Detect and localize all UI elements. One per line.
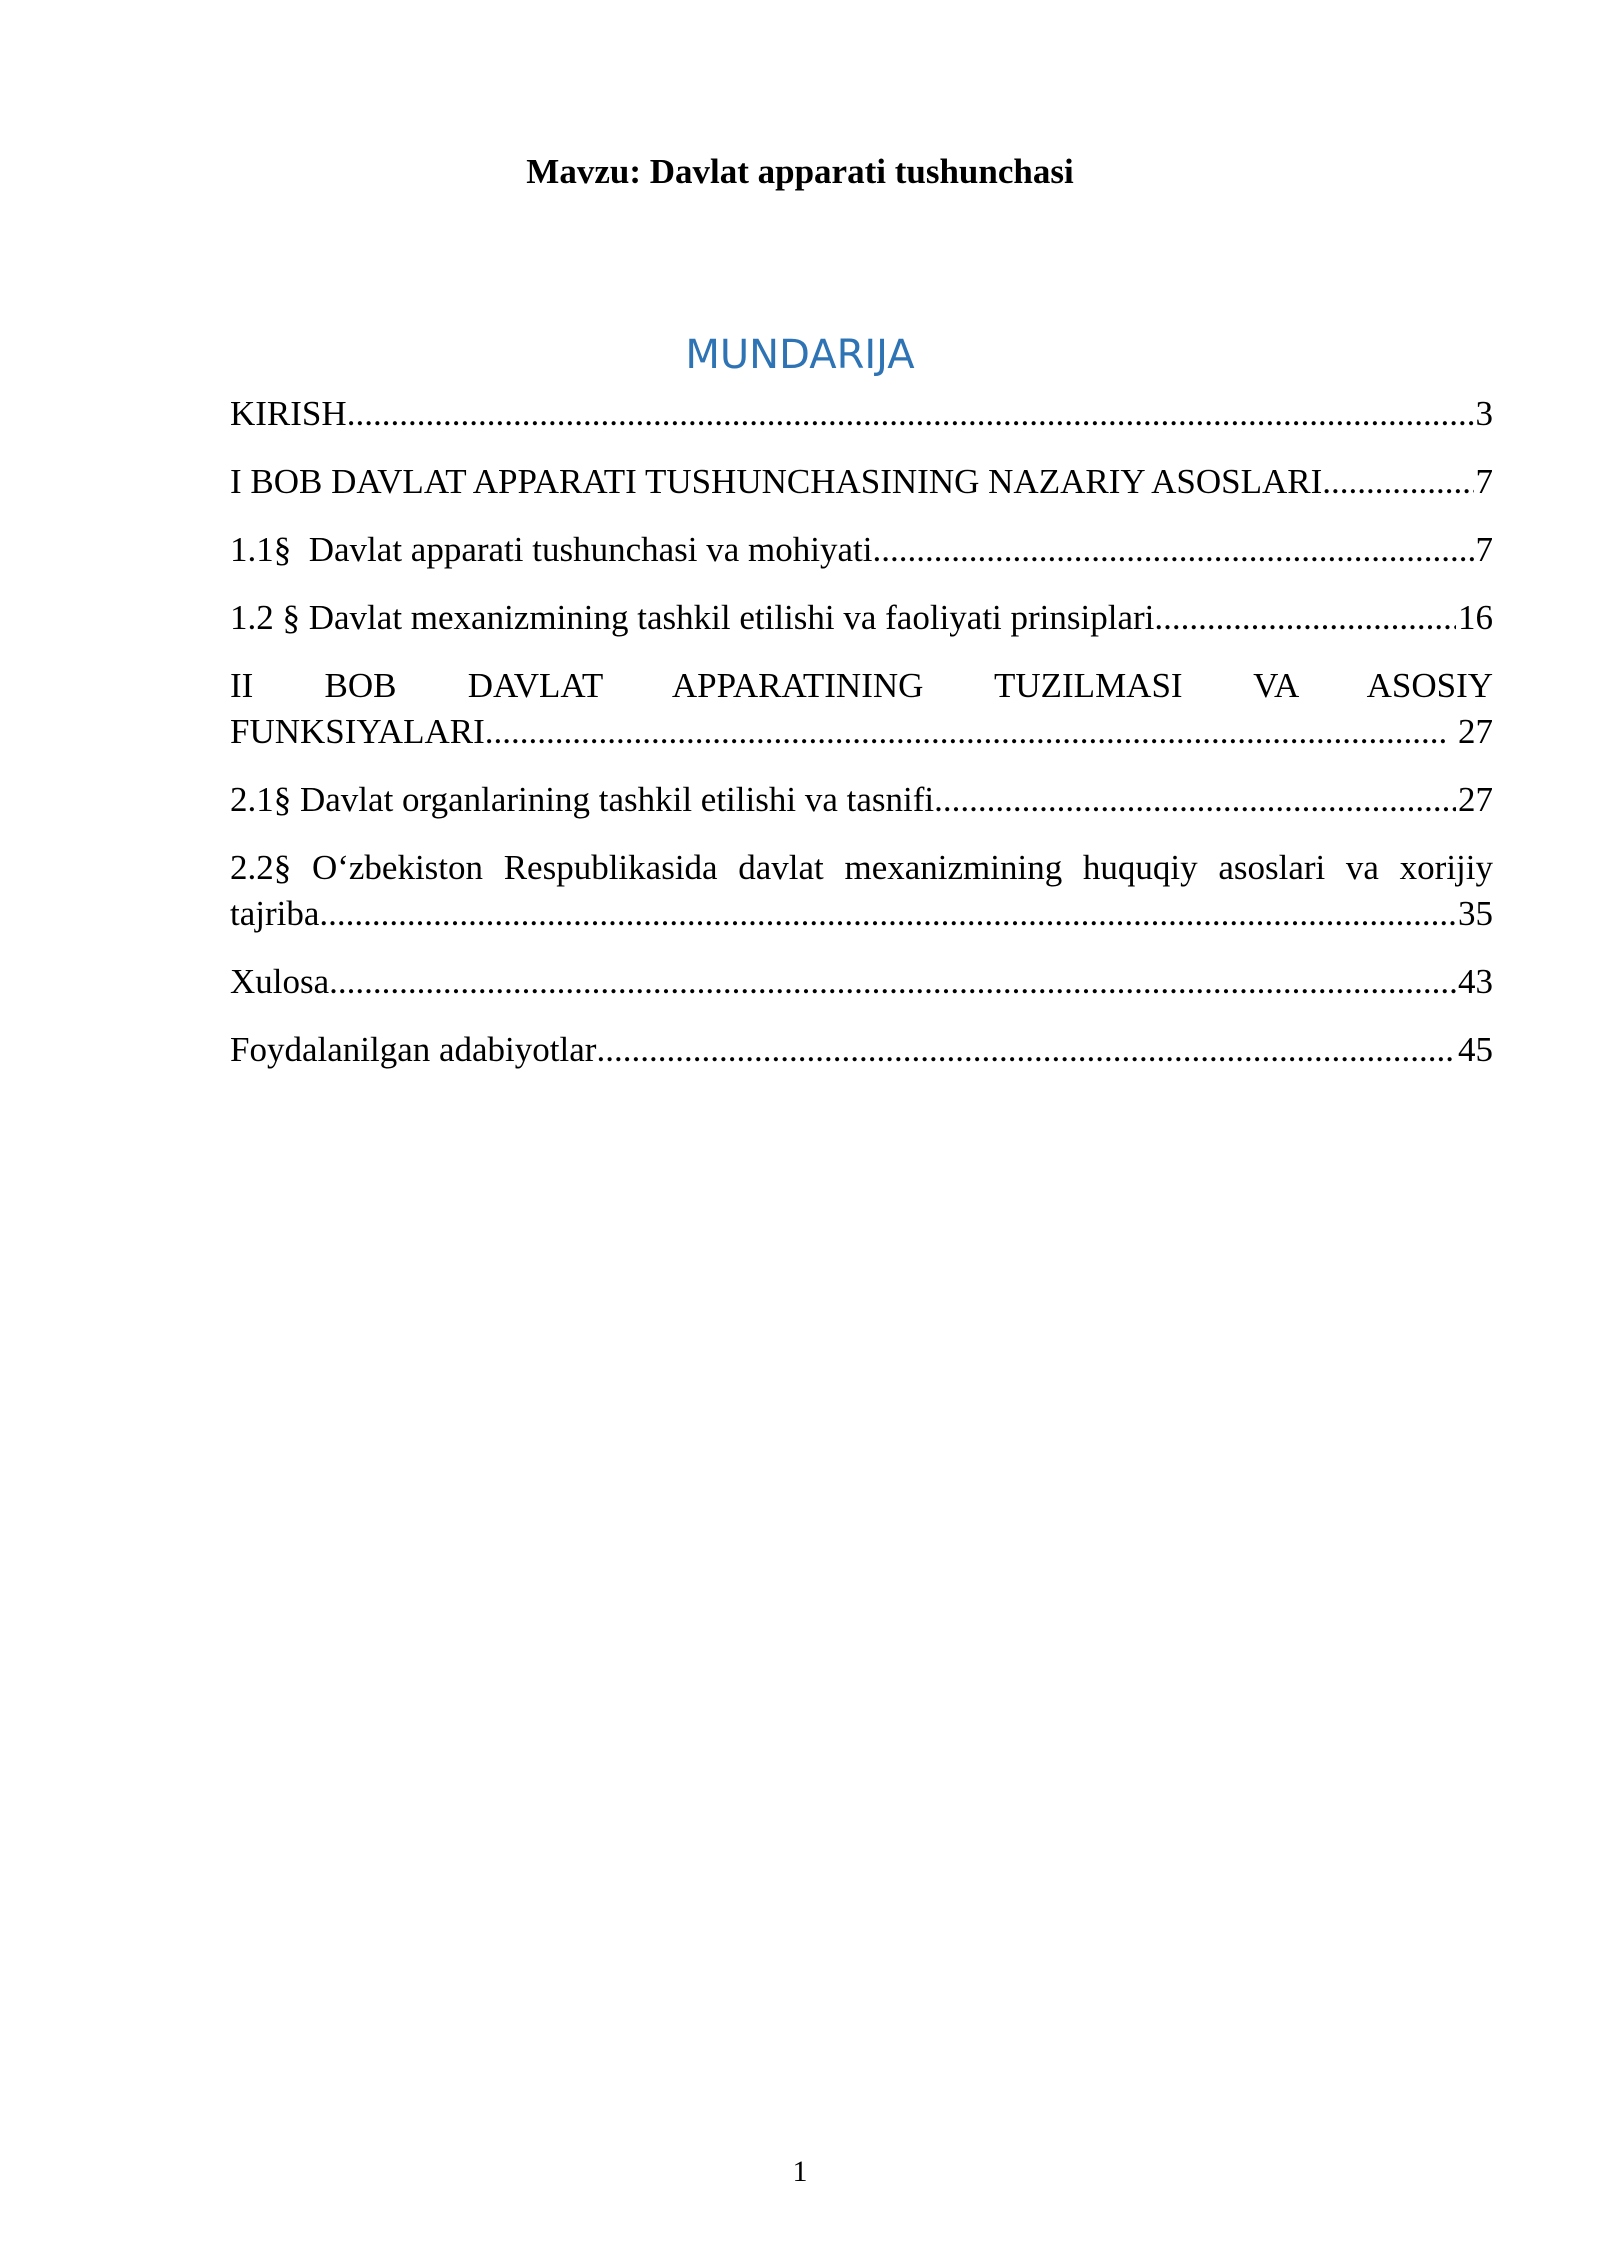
table-of-contents xyxy=(230,391,1493,1095)
toc-entry-label-line2: FUNKSIYALARI xyxy=(230,712,485,751)
dot-leader xyxy=(872,527,1473,573)
toc-entry-page: 3 xyxy=(1475,394,1493,433)
toc-heading: MUNDARIJA xyxy=(685,332,915,378)
toc-entry-xulosa[interactable] xyxy=(230,959,1493,1005)
toc-entry-chapter-2[interactable] xyxy=(230,663,1493,755)
dot-leader xyxy=(1154,595,1456,641)
toc-entry-section-1-2[interactable] xyxy=(230,595,1493,641)
toc-entry-label-line1: 2.2§ O‘zbekiston Respublikasida davlat mexanizmining huquqiy asoslari va xorijiy xyxy=(230,848,1493,887)
toc-entry-references[interactable] xyxy=(230,1027,1493,1073)
page-number: 1 xyxy=(792,2155,808,2188)
toc-entry-section-2-1[interactable] xyxy=(230,777,1493,823)
toc-entry-page: 35 xyxy=(1458,894,1493,933)
toc-entry-page: 27 xyxy=(1458,780,1493,819)
toc-entry-page: 45 xyxy=(1458,1030,1493,1069)
toc-entry-page: 16 xyxy=(1458,598,1493,637)
dot-leader xyxy=(329,959,1456,1005)
toc-entry-page: 43 xyxy=(1458,962,1493,1001)
dot-leader xyxy=(1322,459,1473,505)
toc-entry-chapter-1[interactable] xyxy=(230,459,1493,505)
toc-entry-label: 1.2 § Davlat mexanizmining tashkil etilishi va faoliyati prinsiplari xyxy=(230,598,1155,637)
toc-entry-label: Foydalanilgan adabiyotlar xyxy=(230,1030,597,1069)
toc-entry-page: 7 xyxy=(1475,462,1493,501)
dot-leader xyxy=(347,391,1474,437)
toc-entry-section-2-2[interactable] xyxy=(230,845,1493,937)
dot-leader xyxy=(596,1027,1456,1073)
toc-entry-kirish[interactable] xyxy=(230,391,1493,437)
toc-entry-page: 27 xyxy=(1449,712,1493,751)
toc-entry-section-1-1[interactable] xyxy=(230,527,1493,573)
topic-title: Mavzu: Davlat apparati tushunchasi xyxy=(526,152,1074,191)
dot-leader xyxy=(485,709,1448,755)
toc-entry-page: 7 xyxy=(1475,530,1493,569)
toc-entry-label-line1: II BOB DAVLAT APPARATINING TUZILMASI VA ASOSIY xyxy=(230,666,1493,705)
toc-entry-label: 2.1§ Davlat organlarining tashkil etilishi va tasnifi xyxy=(230,780,935,819)
toc-entry-label: KIRISH xyxy=(230,394,347,433)
dot-leader xyxy=(319,891,1456,937)
toc-entry-label-line2: tajriba xyxy=(230,894,320,933)
toc-entry-label: I BOB DAVLAT APPARATI TUSHUNCHASINING NAZARIY ASOSLARI xyxy=(230,462,1323,501)
toc-entry-label: 1.1§ Davlat apparati tushunchasi va mohiyati xyxy=(230,530,873,569)
dot-leader xyxy=(934,777,1456,823)
toc-entry-label: Xulosa xyxy=(230,962,330,1001)
